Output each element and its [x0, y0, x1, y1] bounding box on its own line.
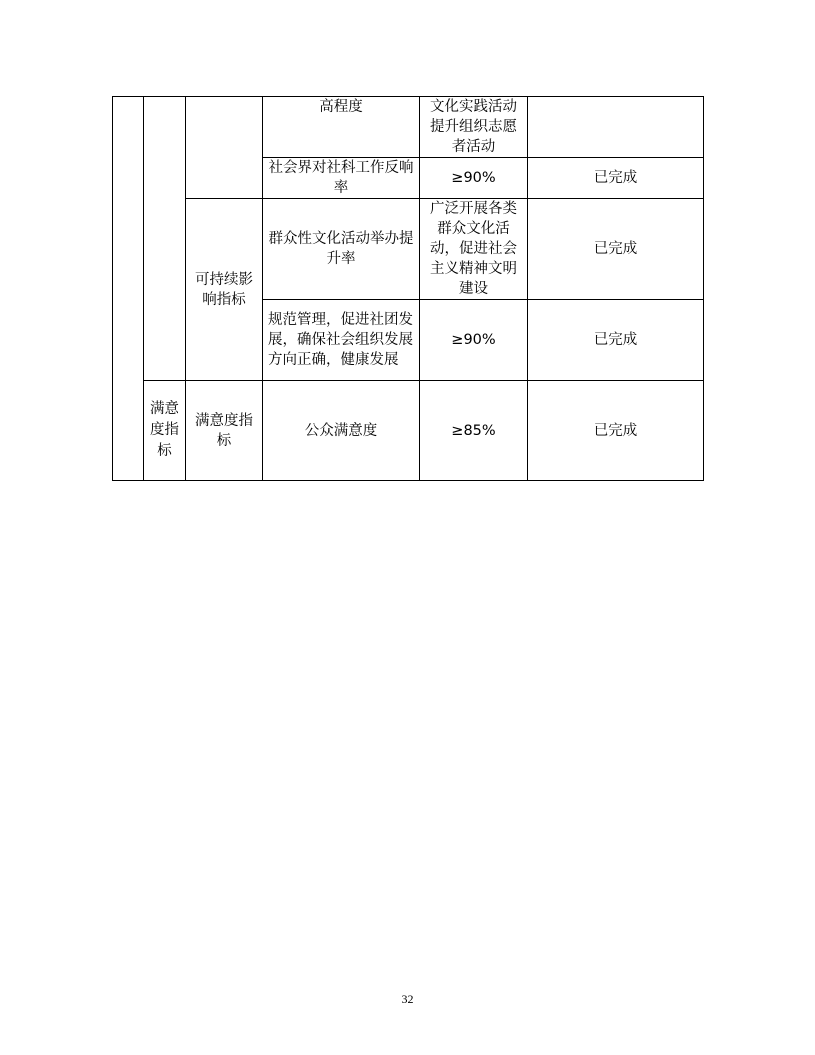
table-row: [113, 381, 704, 481]
table-row: [113, 97, 704, 158]
level1-cell-empty: [113, 97, 144, 481]
status-cell: 已完成: [528, 381, 704, 481]
group-cell-satisfaction: 满意度指标: [186, 381, 263, 481]
indicator-cell: 群众性文化活动举办提升率: [263, 199, 420, 300]
indicator-cell: 规范管理，促进社团发展，确保社会组织发展方向正确，健康发展: [263, 300, 420, 381]
status-cell: [528, 97, 704, 158]
indicator-cell: 高程度: [263, 97, 420, 158]
status-cell: 已完成: [528, 300, 704, 381]
status-cell: 已完成: [528, 158, 704, 199]
target-cell: 广泛开展各类群众文化活动，促进社会主义精神文明建设: [420, 199, 528, 300]
target-cell: ≥85%: [420, 381, 528, 481]
page-number: 32: [401, 992, 414, 1006]
category-cell-satisfaction: 满意度指标: [144, 381, 186, 481]
target-cell: 文化实践活动提升组织志愿者活动: [420, 97, 528, 158]
level2-cell-empty: [144, 97, 186, 381]
status-cell: 已完成: [528, 199, 704, 300]
level3-cell-empty: [186, 97, 263, 199]
target-cell: ≥90%: [420, 158, 528, 199]
indicator-cell: 社会界对社科工作反响率: [263, 158, 420, 199]
indicator-cell: 公众满意度: [263, 381, 420, 481]
table-row: [113, 199, 704, 300]
target-cell: ≥90%: [420, 300, 528, 381]
group-cell-sustainable: 可持续影响指标: [186, 199, 263, 381]
performance-indicator-table: [112, 96, 704, 481]
